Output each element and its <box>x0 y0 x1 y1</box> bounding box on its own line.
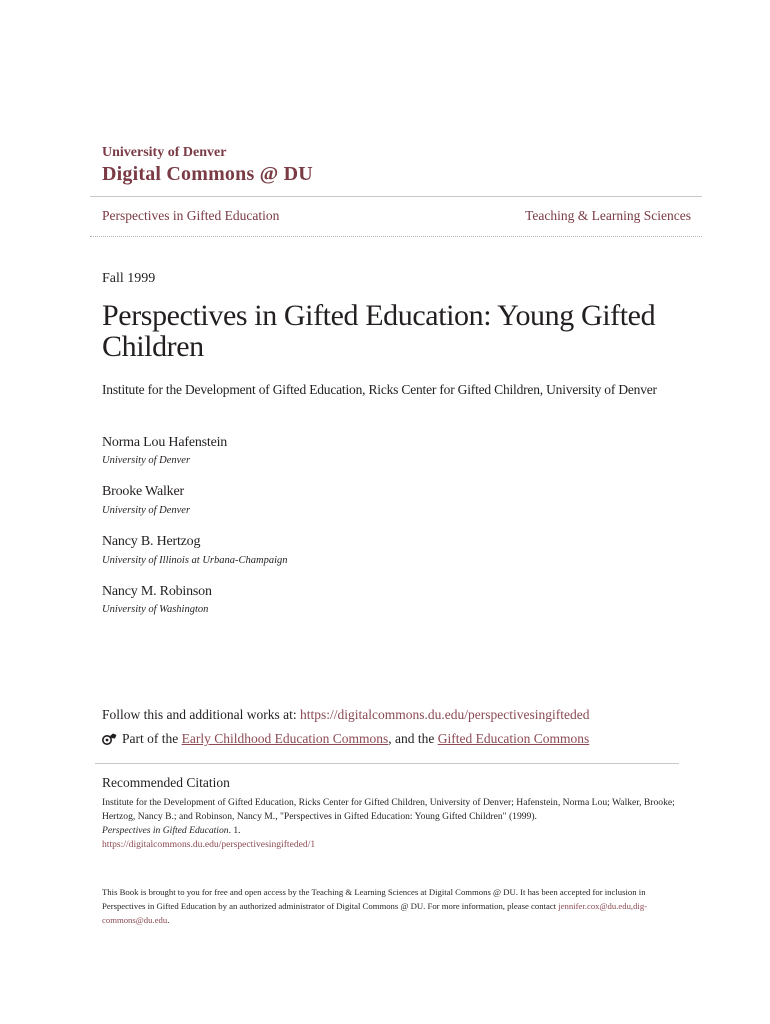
access-text: This Book is brought to you for free and open access by the Teaching & Learning Sciences at Digital Commons @ DU. It has been accepted for inclusion in Perspectives in Gifted Education by an authorized administrator of Digital Commons @ DU. For more information, please contact <box>102 887 646 911</box>
citation-journal: Perspectives in Gifted Education <box>102 825 229 836</box>
breadcrumb-divider <box>90 236 702 237</box>
commons-network-icon <box>102 732 118 746</box>
follow-prefix: Follow this and additional works at: <box>102 707 300 722</box>
author-name: Nancy B. Hertzog <box>102 534 201 549</box>
document-title: Perspectives in Gifted Education: Young Gifted Children <box>102 299 656 363</box>
publication-date: Fall 1999 <box>102 271 156 286</box>
citation-block <box>102 796 682 852</box>
author-affiliation: University of Denver <box>102 455 191 466</box>
author-name: Norma Lou Hafenstein <box>102 435 228 450</box>
breadcrumb-collection-link[interactable]: Perspectives in Gifted Education <box>102 208 280 223</box>
breadcrumb-department-link[interactable]: Teaching & Learning Sciences <box>525 208 691 223</box>
author-affiliation: University of Illinois at Urbana-Champaign <box>102 555 288 566</box>
early-childhood-commons-link[interactable]: Early Childhood Education Commons <box>181 731 389 746</box>
author-affiliation: University of Washington <box>102 604 209 615</box>
follow-line <box>102 707 589 723</box>
repository-name[interactable]: Digital Commons @ DU <box>102 163 313 185</box>
part-of-middle: , and the <box>388 731 438 746</box>
citation-heading: Recommended Citation <box>102 775 230 790</box>
header-divider <box>90 196 702 197</box>
gifted-education-commons-link[interactable]: Gifted Education Commons <box>437 731 590 746</box>
contact-email-link[interactable]: jennifer.cox@du.edu,dig-commons@du.edu <box>102 901 648 925</box>
author-affiliation: University of Denver <box>102 505 191 516</box>
citation-number: . 1. <box>228 825 241 836</box>
part-of-line <box>102 731 589 747</box>
access-statement <box>102 885 662 927</box>
citation-text: Institute for the Development of Gifted Education, Ricks Center for Gifted Children, University of Denver; Hafenstein, Norma Lou; Walker, Brooke; Hertzog, Nancy B.; and Robinson, Nancy M., "Perspectives in Gifted Education: Young Gifted Children" (1999). <box>102 797 675 822</box>
institute-author: Institute for the Development of Gifted Education, Ricks Center for Gifted Children, University of Denver <box>102 382 657 397</box>
author-name: Nancy M. Robinson <box>102 584 212 599</box>
citation-divider <box>95 763 679 764</box>
university-name: University of Denver <box>102 145 227 160</box>
citation-url-link[interactable]: https://digitalcommons.du.edu/perspectivesingifteded/1 <box>102 839 316 850</box>
access-end: . <box>167 915 170 925</box>
author-name: Brooke Walker <box>102 484 184 499</box>
part-of-prefix: Part of the <box>122 731 179 746</box>
collection-url-link[interactable]: https://digitalcommons.du.edu/perspectivesingifteded <box>300 707 590 722</box>
